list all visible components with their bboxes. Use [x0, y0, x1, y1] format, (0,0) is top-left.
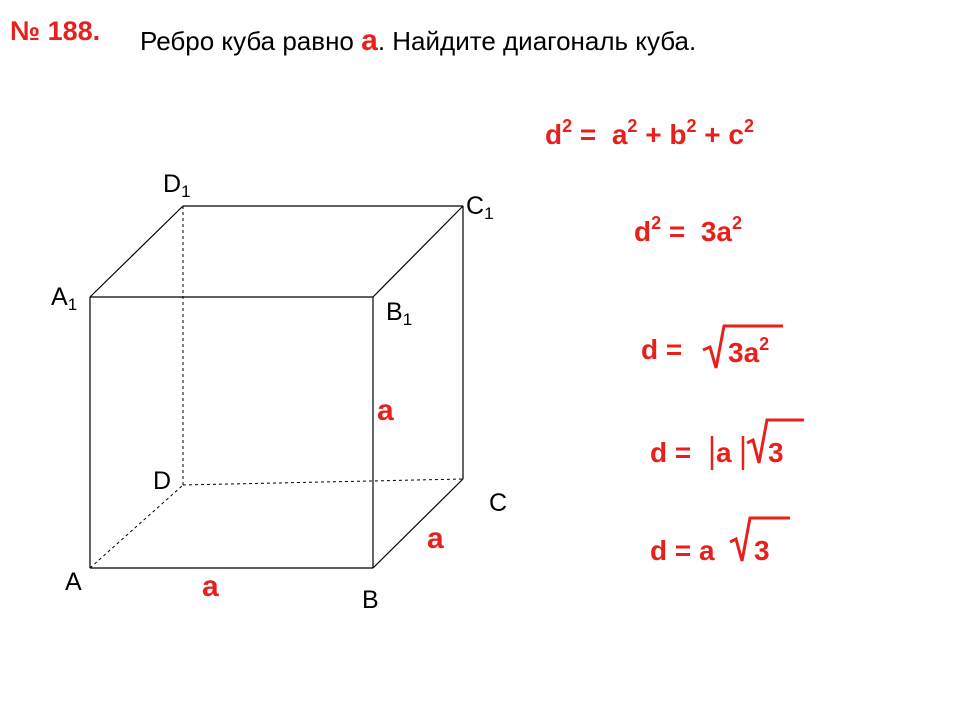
formula-final-radicand: 3	[754, 535, 770, 566]
task-variable: a	[361, 24, 378, 57]
label-D1: $D_1$	[163, 170, 191, 201]
formula-d-squared: $d^2 = 3a^2$	[634, 213, 742, 247]
problem-number: № 188.	[10, 16, 101, 46]
label-B1: $B_1$	[386, 298, 413, 329]
edge-C1-B1	[373, 206, 463, 297]
edge-label-vertical: a	[377, 394, 394, 427]
label-A: A	[65, 568, 82, 596]
formula-d-root-3a2-left: d =	[641, 334, 683, 365]
formula-d-abs-a-left: d =	[650, 437, 692, 468]
task-after: . Найдите диагональ куба.	[377, 26, 697, 56]
formula-final-left: d = a	[650, 535, 715, 566]
edge-C-B	[373, 479, 463, 568]
label-B: B	[362, 586, 379, 614]
label-D: D	[153, 467, 172, 495]
hidden-edge-A-D	[90, 485, 183, 568]
task-text	[140, 24, 696, 58]
label-C1: $C_1$	[466, 192, 494, 223]
label-A1: $A_1$	[51, 283, 78, 314]
formula-pythagoras: $d^2 = a^2 + b^2 + c^2$	[545, 116, 754, 150]
label-C: C	[489, 489, 508, 517]
edge-A1-D1	[90, 206, 183, 297]
edge-label-bottom: a	[202, 570, 219, 603]
hidden-edge-D-C	[183, 479, 463, 485]
task-before: Ребро куба равно	[140, 26, 362, 56]
formula-d-abs-a-radicand: 3	[768, 437, 784, 468]
formula-d-abs-a-value: a	[716, 437, 732, 468]
formula-d-root-3a2-radicand: $3a^2$	[728, 334, 770, 368]
edge-label-depth: a	[427, 522, 444, 555]
